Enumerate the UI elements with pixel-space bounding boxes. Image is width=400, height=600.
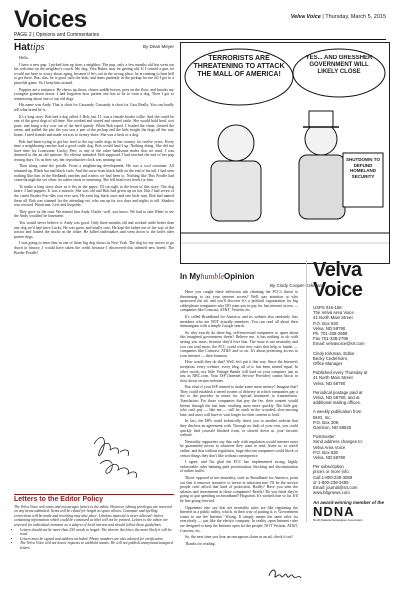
velva-logo-bottom: Voice (313, 279, 363, 301)
paragraph: Opponents also say that net neutrality rules are like regulating the Internet as a public utility, which, in their way of putting it, is 'Government wants to run the Internet.' Wrong. It simply means the same rules for everybody — just like the electric company. In reality, open Internet rules are designed to keep the Internet open for the people, NOT Verizon, AT&T, Comcast, etc. (180, 505, 298, 533)
issue-date: Thursday, March 5, 2015 (325, 14, 386, 20)
letters-policy-intro: The Velva Voice welcomes and encourages letters to the editor. However, editing privileges are reserved on any items submitted. Items will be edited for length as space allows. Grammar and spelling corrections will be made and rewriting may take place. Libelous material is never allowed; letters containing information which could be construed as libel will not be printed. Letters to the editor are reserved for individual comment on a subject of local interest and should follow these guidelines: (14, 505, 172, 527)
paragraph: You would never believe it. Andy was good. Only three months old and worked cattle better than any dog we'd had since Lucky. He was great, and totally cute. He kept the ladies out of the way of the tractor and loaded the trucks in the chute. He killed rattlesnakes and went down to the holes after prairie dogs. (14, 221, 174, 239)
sidebar-block: Per subscription prices or more info. Call 1-800-238-3089 or 1-800-238-3485 Email: journal@srt.com www.bhgnews.com (313, 464, 358, 496)
paragraph: Puppies are a nuisance. He chews up shoes, chases saddle horses, pees on the floor, and knocks my youngest grandson down. I had forgotten how patient one has to be to train a dog. Then I got to reminiscing about one of our old dogs. (14, 87, 174, 101)
sidebar-block: A weekly publication from BHG, Inc. P.O. Box 309, Garrison, ND 58540 (313, 409, 362, 431)
paragraph: His name was Andy. That is short for Cassandy. Cassandy is short for Cass Really. You can hardly tell what breed he is. (14, 103, 174, 112)
opinion-title (180, 272, 254, 281)
sidebar-block: USPS 016-156 The Velva Area Voice 41 North Main Street P.O. Box 630 Velva, ND 58790 Ph. 701-338-2599 Fax 701-338-2795 Email: velvavoice@srt.com (313, 305, 365, 347)
handwritten-signature (86, 430, 146, 490)
paragraph: It's called Broadband for America, and its website also randomly lists members who are NOT actually members. You can read all about their shenanigans with a simple Google search. (180, 314, 298, 329)
sidebar-block: Periodical postage paid at Velva, ND 58790, and at additional mailing offices. (313, 389, 363, 406)
hat-tips-column (14, 42, 174, 257)
paragraph: Neutrality supporters say that only with regulation would internet users be guaranteed access to whatever they want to read, listen to, or watch online, and that without regulation, large telecom companies could block or censor things they don't like without consequence. (180, 439, 298, 458)
letters-policy-title: Letters to the Editor Policy (14, 494, 174, 503)
paragraph: So why exactly do these big, self-interested companies so upset about this imagined government threat? Believe me, it has nothing to do with saving you taxes, because they'd love that. The issue is net neutrality and you can read more, the FCC could write new rules that help or hinder — companies like Comcast, AT&T and so on. It's about protecting access to your internet — their business. (180, 330, 298, 358)
cartoon-left-speech: TERRORISTS ARE THREATENING TO ATTACK THE MALL OF AMERICA! (193, 55, 285, 78)
cartoon-sign-text: SHUTDOWN TO DEFUND HOMELAND SECURITY (346, 157, 380, 179)
velva-logo-top: Velva (313, 259, 362, 281)
hat-tips-title-a: Hat (14, 42, 31, 53)
paragraph: Thanks for reading. (185, 541, 216, 546)
ndna-logo: NDNA (313, 503, 355, 519)
paragraph: Those opposed to net neutrality, such as Broadband for America, point out that it removes incentive to invest in infrastructure. I'll be the service people can't afford that kind of protection. Really? Have you seen the salaries and investments in those companies? Really? Do you think they're going to quit spending on broadband? Hogwash. It's worked fine so far. It'll be fine going forward. (180, 475, 298, 503)
paragraph: I agree, and I'm glad the FCC has implemented strong, highly enforceable rules banning paid prioritization, blocking and discrimination of online traffic. (180, 460, 298, 474)
publication-name: Velva Voice (290, 14, 321, 20)
masthead-dateline: Velva Voice | Thursday, March 5, 2015 (290, 14, 386, 20)
section-masthead: Voices (14, 6, 87, 33)
cartoon-right-speech: YES... AND GRESSHER GOVERNMENT WILL LIKELY CLOSE (305, 55, 373, 75)
letters-rule: • Letters must be signed and address included. Phone numbers are also advised for verification. (20, 537, 174, 541)
header-rule (14, 39, 386, 40)
paragraph: How would they do that? Well, let's put it this way. Since the Internet's inception, every website, every blog, all of it, has been treated equal. In other words, my little Vintage Bambi will load on your computer just as fast as NBC.com. Your ISP (Internet Service Provider) cannot block or slow down certain websites. (180, 360, 298, 383)
hat-tips-byline: By Dean Meyer (142, 44, 174, 49)
sidebar-block: Cindy Kirkman, Editor Becky Cederholm, Office Manager (313, 350, 355, 367)
sidebar-info (313, 305, 393, 496)
opinion-title-b: humble (200, 272, 225, 281)
opinion-title-a: In My (180, 272, 201, 281)
opinion-byline: By Cindy Cooper-Kirkman (270, 283, 323, 288)
award-line: An award-winning member of the (313, 499, 385, 505)
paragraph: They gave us the runt. We named him Andy Clarke, well, you know. We had to take Rhett to see the Andy wouldn't be lonesome. (14, 209, 174, 219)
paragraph: But what if your ISP wanted to make some more money? Imagine that? They could establish a tiered system of delivery in which companies pay a fee to the provider in return for 'special treatment' to transmission. Translation: For those companies that pay the fee, their content would breeze through the fast lane, reaching users more quickly. The little guy who can't pay — like me — will be stuck in the crowded, slow-moving lane, and users will have to wait longer for their content to load. (180, 385, 298, 417)
sidebar-block: Published every Thursday at 41 North Main Street Velva, ND 58790 (313, 370, 368, 386)
letters-rule: • Letters should not be more than 250 words in length. The shorter the letter, the more likely it will be read. (20, 528, 174, 537)
opinion-title-c: Opinion (224, 272, 255, 281)
paragraph: Then along came the poodle. From a neighboring development. He was a cool customer. All trimmed up. Black hat and black curls. And the curse from black balls on the end of his tail. I had seen nothing like him in the Redlands ranches and rodeos we had been to. Nothing like This Poodle had come through the vet clinic for rabies shots or neutering. She fell head over heels for him. (14, 164, 174, 183)
hat-tips-body (14, 56, 174, 255)
ndna-subtitle: North Dakota Newspaper Association (313, 517, 363, 522)
hat-tips-title-b: tips (30, 42, 45, 53)
sidebar-block: Postmaster: Send address changes to: Velva Area Voice P.O. Box 630 Velva, ND 58790 (313, 434, 363, 461)
letters-policy-box (14, 494, 174, 594)
opinion-column (180, 290, 298, 548)
masthead-sidebar (306, 260, 393, 522)
letters-policy-rules (20, 528, 174, 550)
letters-rule: • The Velva Voice will not honor requests to withhold names. We will not publish anonymous/unsigned letters. (20, 541, 174, 550)
paragraph: It's a long story. Bob had a dog called J. Bob, but J.J. was a female border collie. And she could be one of the great dogs of all time. She worked and stayed and sensed cattle. She would hold herd, sort pairs, and bring a dry cow out of the herd quietly. When Bob roped J. loaded the chute, cleared the arena, and pulled the pin, the you saw a pen of the pickup and the kids fought the dogs all the way home. I tried friends and made corn as to twenty-three. She was a heck of a dog. (14, 114, 174, 137)
page-subline: PAGE 2 | Opinions and Commentaries (14, 32, 100, 38)
paragraph: I was going to enter him in one of those big dog shows in New York. The dog for my tractor to go down to history. I would have taken the credit because I discovered this talented new breed: The Border Poodle! (14, 241, 174, 255)
opinion-signature (265, 566, 305, 582)
paragraph: In fact, the ISPs could technically direct you to another website that they disclose an agreement with. Through no fault of your own, you could quickly find yourself blocked from, or slowed down at, your favorite website. (180, 419, 298, 438)
paragraph: Hello, (19, 56, 29, 60)
opinion-body (180, 290, 298, 546)
paragraph: Bob had been trying to get her bred to the top cattle dogs in the country for twelve years. Every time a neighboring rancher had a good cattle dog, Bob would haul J.up. Nothing doing. She did not have time for Lonesome, Lucky, Pete, or any of the other handsome males that we used. I was destined to die an old spinster. No offense intended. Bob supposed J had reached the end of her pup rearing days. Or, as they say, her reproductive clock was running out. (14, 139, 174, 162)
editorial-cartoon (180, 42, 390, 264)
paragraph: So, the next time you hear an outrageous claim in an ad, check it out! (185, 535, 293, 540)
paragraph: Have you caught these television ads claiming the FCC's threat to threatening to tax your internet access? Well, pay attention to who sponsored the ad, and you'll discover it's a political organization for big cable/phone companies who DO want you to pay for fast internet access — companies like Comcast, AT&T, Verizon, etc. (180, 290, 298, 313)
paragraph: I have a new pup. I picked him up from a neighbor. The pup, only a few months old but went out his welcome on the neighbor's couch. My dog, Vera Baker, may be getting old. If I carried a gun, he would not have to worry about aging, because if he's out in the wrong place, he is running to beat hell to get there. But, alas, he is good with the kids, and leans patiently in the pickup for me till I get to a pinochle game. So I keep him around. (14, 62, 174, 85)
paragraph: To make a long story short as it fits in the paper, I'll cut right to the heart of this story. The dog heart: J had puppies. It was a miracle. She was old and Bob had given up on her. But J had seven of the cutest Border Poo-dles you ever saw. He even big black ones and one little runt. Bob had named them all. Bob was stunned for the attending vet, who ran up for two days and nights to tell. Shadow was rescued. Hurricane, Levi and Jeopardy. (14, 184, 174, 208)
